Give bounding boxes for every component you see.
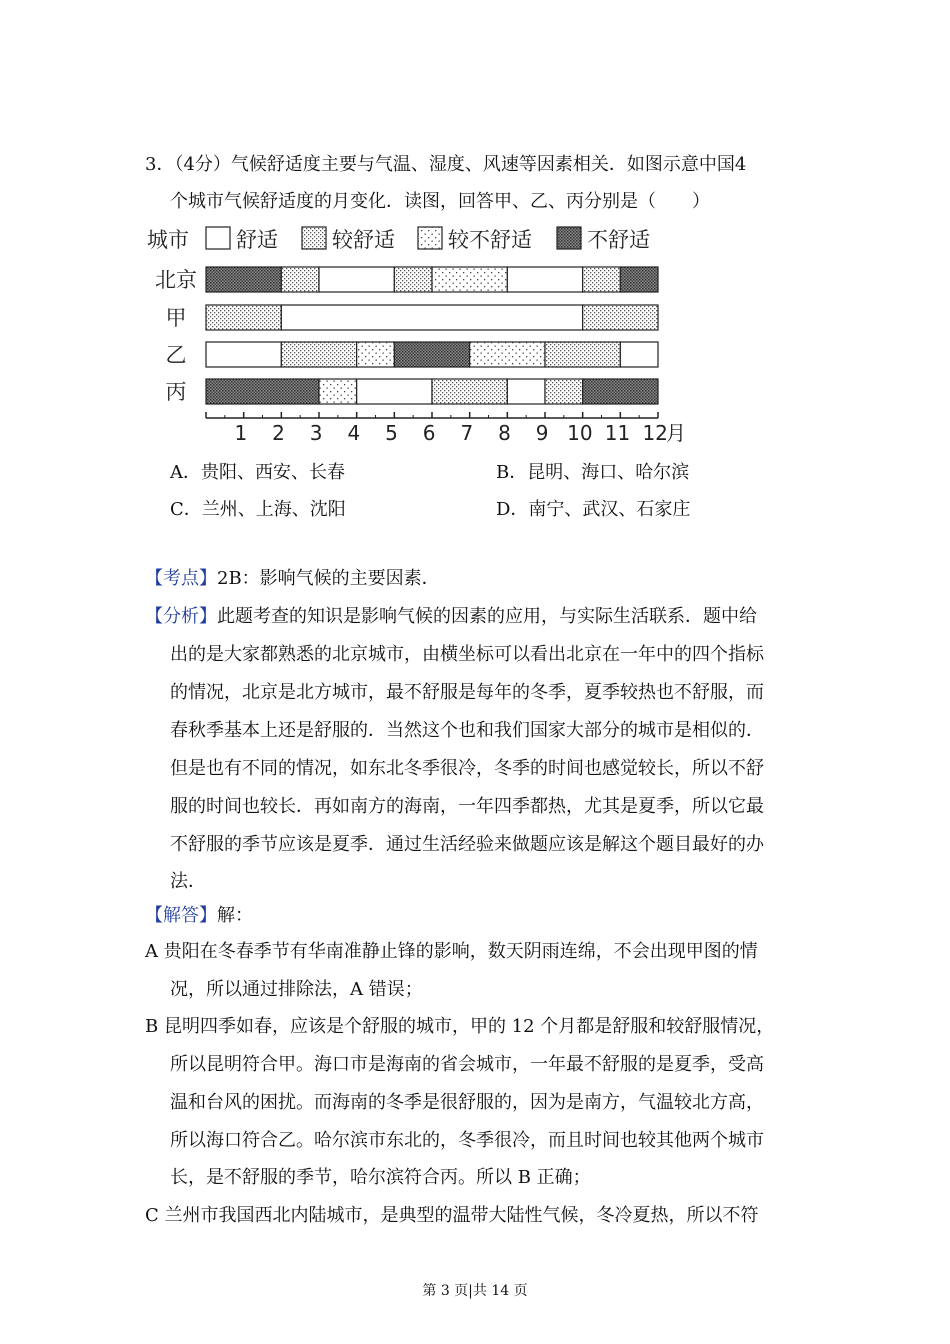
row-label: 甲 xyxy=(165,306,187,330)
fenxi-line: 的情况，北京是北方城市，最不舒服是每年的冬季，夏季较热也不舒服，而 xyxy=(170,682,764,703)
legend-label-uncomfortable: 不舒适 xyxy=(587,228,650,252)
answer-b-line-5: 长，是不舒服的季节，哈尔滨符合丙。所以 B 正确； xyxy=(170,1167,591,1188)
month-label: 9 xyxy=(535,421,549,445)
segment-fairly xyxy=(545,342,620,367)
chart-rows xyxy=(155,267,658,404)
fenxi-line-1 xyxy=(145,605,757,629)
fenxi-line: 但是也有不同的情况，如东北冬季很冷，冬季的时间也感觉较长，所以不舒 xyxy=(170,758,764,779)
answer-c-line-1: C 兰州市我国西北内陆城市，是典型的温带大陆性气候，冬冷夏热，所以不符 xyxy=(145,1205,759,1226)
legend-swatch-comfortable xyxy=(206,227,230,249)
segment-comfortable xyxy=(281,305,582,330)
segment-fairly xyxy=(281,342,356,367)
segment-comfortable xyxy=(206,342,281,367)
month-label: 11 xyxy=(604,421,631,445)
segment-comfortable xyxy=(357,379,432,404)
fenxi-line: 法． xyxy=(170,871,206,892)
segment-fairly xyxy=(583,267,621,292)
fenxi-line: 不舒服的季节应该是夏季．通过生活经验来做题应该是解这个题目最好的办 xyxy=(170,834,764,855)
jieda-line xyxy=(145,904,253,928)
segment-less xyxy=(357,342,395,367)
legend-label-less: 较不舒适 xyxy=(448,228,532,252)
fenxi-line: 服的时间也较长．再如南方的海南，一年四季都热，尤其是夏季，所以它最 xyxy=(170,796,764,817)
answer-b-line-4: 所以海口符合乙。哈尔滨市东北的，冬季很冷，而且时间也较其他两个城市 xyxy=(170,1130,764,1151)
comfort-chart xyxy=(0,222,950,452)
answer-b-line-2: 所以昆明符合甲。海口市是海南的省会城市，一年最不舒服的是夏季，受高 xyxy=(170,1054,764,1075)
segment-fairly xyxy=(281,267,319,292)
fenxi-text: 此题考查的知识是影响气候的因素的应用，与实际生活联系．题中给 xyxy=(217,606,757,627)
row-label: 乙 xyxy=(165,343,187,367)
legend-label-comfortable: 舒适 xyxy=(236,228,278,252)
segment-fairly xyxy=(432,379,507,404)
kaodian-text: 2B：影响气候的主要因素． xyxy=(217,568,440,589)
month-axis xyxy=(206,412,686,445)
segment-uncomfortable xyxy=(206,267,281,292)
month-label: 4 xyxy=(347,421,361,445)
option-b: B．昆明、海口、哈尔滨 xyxy=(496,462,690,483)
segment-comfortable xyxy=(319,267,394,292)
segment-less xyxy=(319,379,357,404)
row-label: 丙 xyxy=(165,380,187,404)
answer-a-line-2: 况，所以通过排除法，A 错误； xyxy=(170,979,423,1000)
month-label: 12 xyxy=(642,421,668,445)
segment-uncomfortable xyxy=(394,342,469,367)
question-line-2: 个城市气候舒适度的月变化．读图，回答甲、乙、丙分别是（ ） xyxy=(170,191,710,212)
answer-b-line-1: B 昆明四季如春，应该是个舒服的城市，甲的 12 个月都是舒服和较舒服情况， xyxy=(145,1016,775,1037)
segment-comfortable xyxy=(507,267,582,292)
kaodian-line xyxy=(145,567,440,591)
legend-title: 城市 xyxy=(147,228,189,252)
option-a: A．贵阳、西安、长春 xyxy=(170,462,345,483)
question-line-1: 3．（4分）气候舒适度主要与气温、湿度、风速等因素相关．如图示意中国4 xyxy=(145,154,747,175)
fenxi-line: 春秋季基本上还是舒服的．当然这个也和我们国家大部分的城市是相似的． xyxy=(170,720,764,741)
segment-fairly xyxy=(545,379,583,404)
legend-swatch-less xyxy=(418,227,442,249)
option-d: D．南宁、武汉、石家庄 xyxy=(496,499,691,520)
legend-swatch-fairly xyxy=(302,227,326,249)
month-label: 2 xyxy=(272,421,285,445)
month-label: 7 xyxy=(460,421,474,445)
segment-uncomfortable xyxy=(620,267,658,292)
jieda-tag: 【解答】 xyxy=(145,905,217,926)
jieda-text: 解： xyxy=(217,905,253,926)
segment-uncomfortable xyxy=(206,379,319,404)
month-label: 1 xyxy=(234,421,248,445)
segment-fairly xyxy=(206,305,281,330)
legend-label-fairly: 较舒适 xyxy=(332,228,395,252)
chart-legend xyxy=(147,227,650,252)
month-label: 8 xyxy=(498,421,511,445)
legend-swatch-uncomfortable xyxy=(557,227,581,249)
kaodian-tag: 【考点】 xyxy=(145,568,217,589)
segment-comfortable xyxy=(620,342,658,367)
row-label: 北京 xyxy=(155,268,197,292)
month-label: 3 xyxy=(309,421,323,445)
fenxi-line: 出的是大家都熟悉的北京城市，由横坐标可以看出北京在一年中的四个指标 xyxy=(170,644,764,665)
axis-unit: 月 xyxy=(666,421,686,445)
option-c: C．兰州、上海、沈阳 xyxy=(170,499,346,520)
segment-comfortable xyxy=(507,379,545,404)
answer-a-line-1: A 贵阳在冬春季节有华南准静止锋的影响，数天阴雨连绵，不会出现甲图的情 xyxy=(145,941,758,962)
fenxi-tag: 【分析】 xyxy=(145,606,217,627)
month-label: 5 xyxy=(385,421,398,445)
segment-less xyxy=(432,267,507,292)
answer-b-line-3: 温和台风的困扰。而海南的冬季是很舒服的，因为是南方，气温较北方高， xyxy=(170,1092,764,1113)
month-label: 6 xyxy=(422,421,436,445)
segment-fairly xyxy=(394,267,432,292)
segment-less xyxy=(470,342,545,367)
month-label: 10 xyxy=(567,421,593,445)
segment-fairly xyxy=(583,305,658,330)
page-footer: 第 3 页|共 14 页 xyxy=(422,1283,528,1299)
segment-uncomfortable xyxy=(583,379,658,404)
